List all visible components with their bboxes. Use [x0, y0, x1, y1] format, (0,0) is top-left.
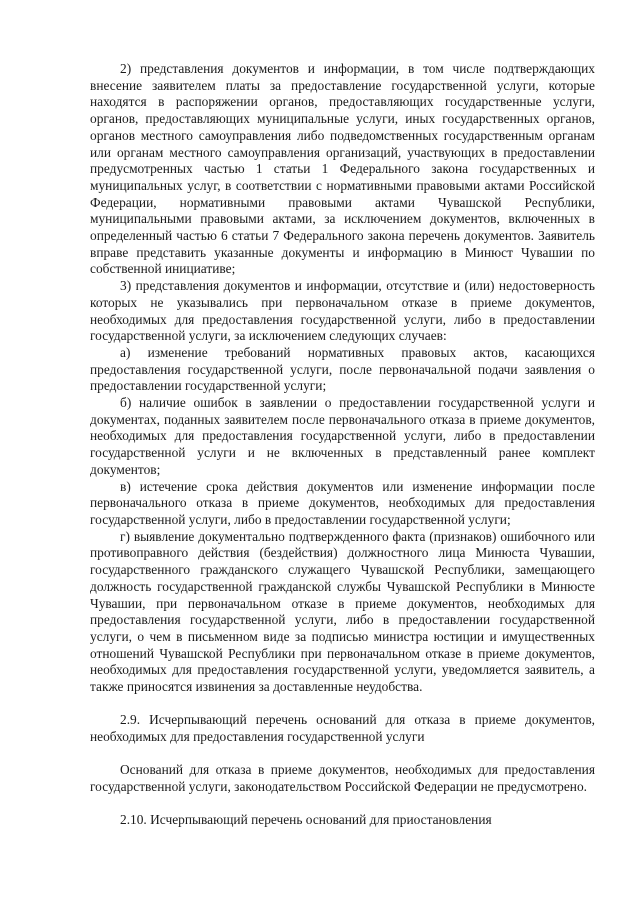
section-heading-2-9: 2.9. Исчерпывающий перечень оснований для отказа в приеме документов, необходимых для предоставления государственной услуги [90, 712, 595, 744]
paragraph-subitem-b: б) наличие ошибок в заявлении о предоставлении государственной услуги и документах, поданных заявителем после первоначального отказа в приеме документов, необходимых для предоставления государственной услуги, либо в предоставлении государственной услуги и не включенных в представленный ранее комплект документов; [90, 395, 595, 477]
spacer [90, 746, 595, 763]
section-body-2-9: Оснований для отказа в приеме документов, необходимых для предоставления государственной услуги, законодательством Российской Федерации не предусмотрено. [90, 762, 595, 794]
paragraph-subitem-g: г) выявление документально подтвержденного факта (признаков) ошибочного или противоправного действия (бездействия) должностного лица Минюста Чувашии, государственного гражданского служащего Чувашской Республики, замещающего должность государственной гражданской службы Чувашской Республики в Минюсте Чувашии, при первоначальном отказе в приеме документов, необходимых для предоставления государственной услуги, либо в предоставлении государственной услуги, о чем в письменном виде за подписью министра юстиции и имущественных отношений Чувашской Республики при первоначальном отказе в приеме документов, необходимых для предоставления государственной услуги, уведомляется заявитель, а также приносятся извинения за доставленные неудобства. [90, 528, 595, 695]
section-heading-2-10: 2.10. Исчерпывающий перечень оснований для приостановления [120, 812, 492, 828]
paragraph-item-2: 2) представления документов и информации, в том числе подтверждающих внесение заявителем платы за предоставление государственной услуги, которые находятся в распоряжении органов, предоставляющих государственные услуги, органов, предоставляющих муниципальные услуги, иных государственных органов, органов местного самоуправления либо подведомственных государственным органам или органам местного самоуправления организаций, участвующих в предоставлении предусмотренных частью 1 статьи 1 Федерального закона государственных и муниципальных услуг, в соответствии с нормативными правовыми актами Российской Федерации, нормативными правовыми актами Чувашской Республики, муниципальными правовыми актами, за исключением документов, включенных в определенный частью 6 статьи 7 Федерального закона перечень документов. Заявитель вправе представить указанные документы и информацию в Минюст Чувашии по собственной инициативе; [90, 61, 595, 277]
paragraph-item-3: 3) представления документов и информации, отсутствие и (или) недостоверность которых не указывались при первоначальном отказе в приеме документов, необходимых для предоставления государственной услуги, либо в предоставлении государственной услуги, за исключением следующих случаев: [90, 278, 595, 344]
document-page [90, 61, 595, 829]
paragraph-subitem-a: а) изменение требований нормативных правовых актов, касающихся предоставления государственной услуги, после первоначальной подачи заявления о предоставлении государственной услуги; [90, 344, 595, 394]
paragraph-subitem-v: в) истечение срока действия документов или изменение информации после первоначального отказа в приеме документов, необходимых для предоставления государственной услуги, либо в предоставлении государственной услуги; [90, 478, 595, 527]
spacer [90, 696, 595, 713]
spacer [90, 796, 595, 813]
